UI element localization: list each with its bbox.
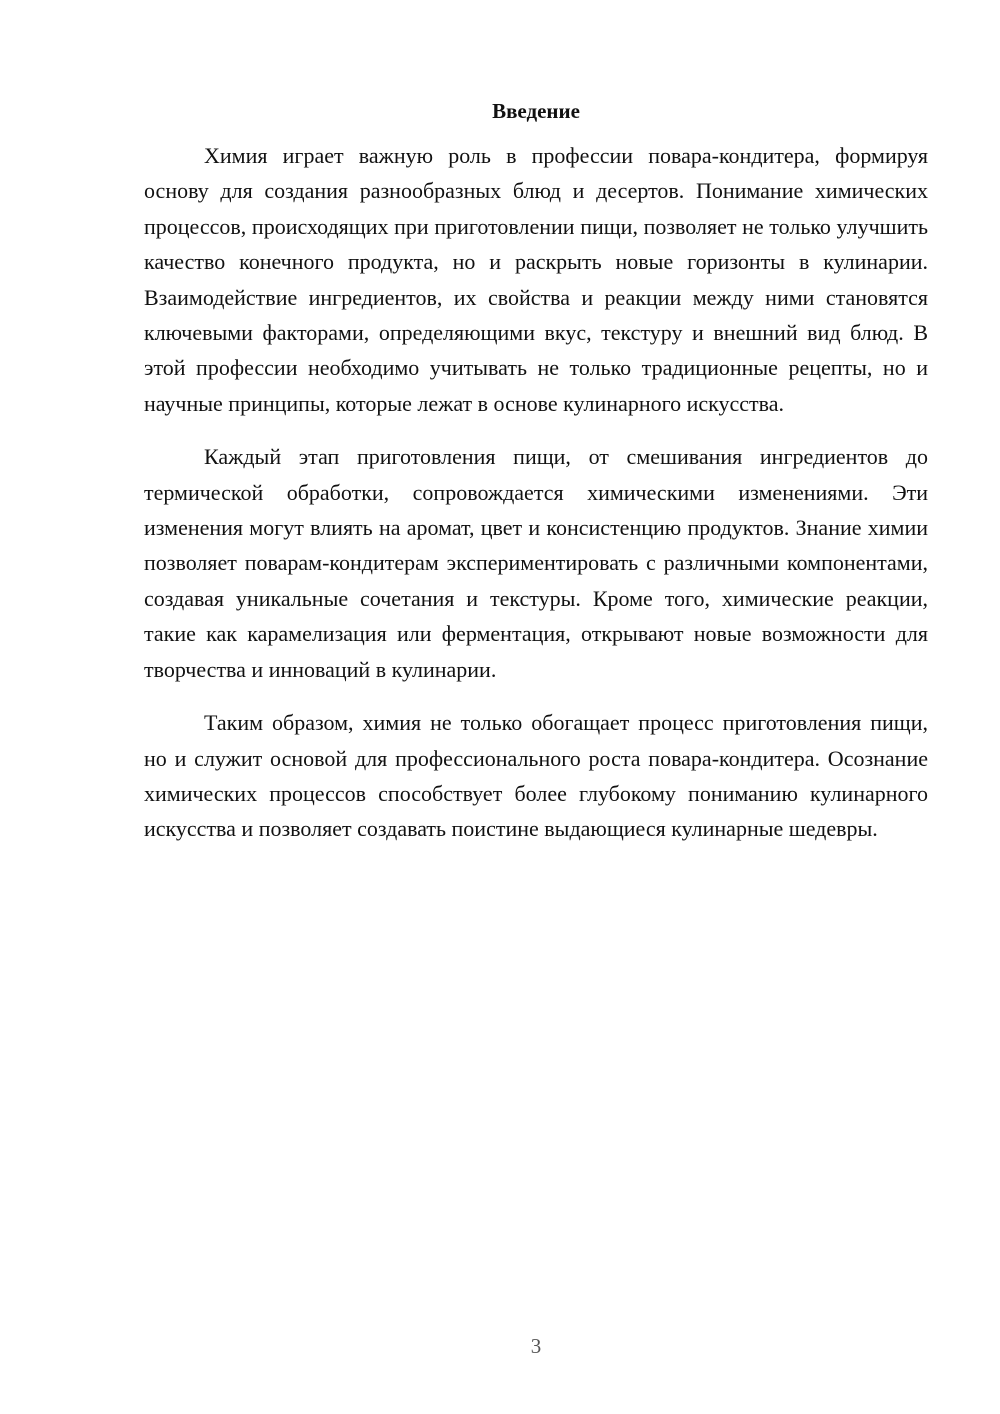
paragraph-3: Таким образом, химия не только обогащает процесс приготовления пищи, но и служит основой для профессионального роста повара-кондитера. Осознание химических процессов способствует более глубокому пониманию кулинарного искусства и позволяет создавать поистине выдающиеся кулинарные шедевры. (144, 710, 928, 842)
paragraph-2: Каждый этап приготовления пищи, от смешивания ингредиентов до термической обработки, сопровождается химическими изменениями. Эти изменения могут влиять на аромат, цвет и консистенцию продуктов. Знание химии позволяет поварам-кондитерам экспериментировать с различными компонентами, создавая уникальные сочетания и текстуры. Кроме того, химические реакции, такие как карамелизация или ферментация, открывают новые возможности для творчества и инноваций в кулинарии. (144, 444, 928, 682)
page-number: 3 (530, 1334, 542, 1358)
page-content (144, 96, 928, 865)
section-title: Введение (492, 99, 580, 123)
paragraph-1: Химия играет важную роль в профессии повара-кондитера, формируя основу для создания разнообразных блюд и десертов. Понимание химических процессов, происходящих при приготовлении пищи, позволяет не только улучшить качество конечного продукта, но и раскрыть новые горизонты в кулинарии. Взаимодействие ингредиентов, их свойства и реакции между ними становятся ключевыми факторами, определяющими вкус, текстуру и внешний вид блюд. В этой профессии необходимо учитывать не только традиционные рецепты, но и научные принципы, которые лежат в основе кулинарного искусства. (144, 143, 928, 416)
